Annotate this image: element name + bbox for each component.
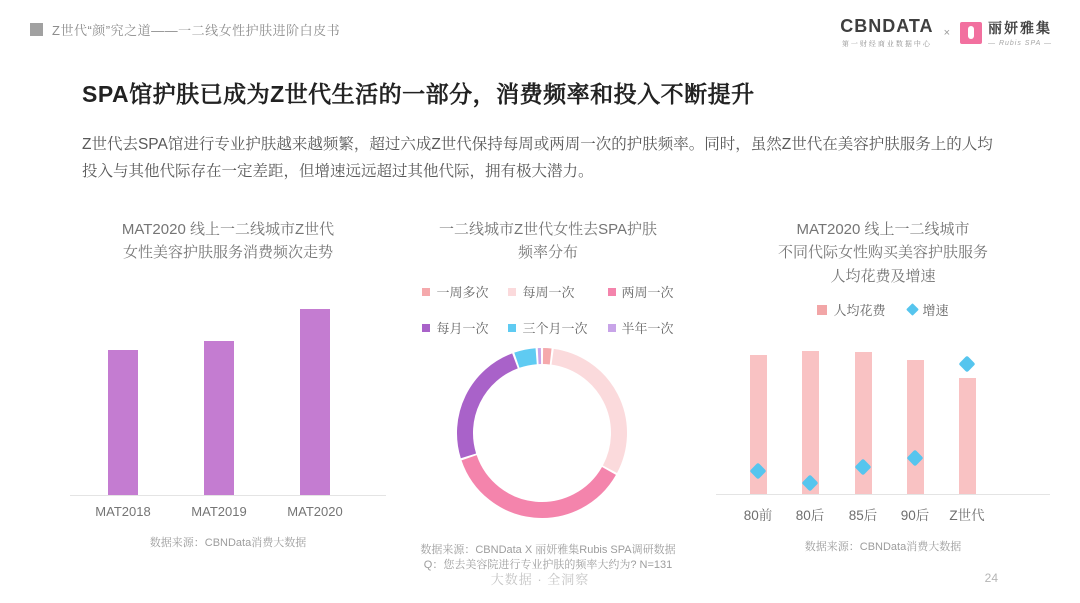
donut-segment-每周一次: [553, 357, 619, 469]
legend-label: 一周多次: [436, 285, 489, 300]
combo-xlabels: [716, 504, 1050, 522]
legend-swatch-icon: [608, 288, 616, 296]
cbndata-subtitle: 第一财经商业数据中心: [841, 41, 932, 48]
trend-x-label: MAT2019: [191, 504, 247, 519]
legend-label: 半年一次: [621, 321, 674, 336]
spend-bar-90后: [907, 360, 924, 494]
breadcrumb-text: Z世代“颜”究之道——一二线女性护肤进阶白皮书: [52, 23, 341, 38]
donut-segment-每月一次: [465, 361, 515, 456]
trend-x-label: MAT2018: [95, 504, 151, 519]
combo-x-label: 80后: [795, 508, 825, 523]
legend-item: [817, 300, 885, 319]
trend-bars: [61, 309, 377, 495]
chart1-x-axis: [70, 495, 386, 496]
page-title: SPA馆护肤已成为Z世代生活的一部分，消费频率和投入不断提升: [82, 81, 755, 107]
spend-bar-Z世代: [959, 378, 976, 494]
legend-diamond-icon: [906, 303, 919, 316]
cbndata-wordmark: CBNDATA: [840, 16, 934, 36]
chart1-source: 数据来源：CBNData消费大数据: [149, 537, 307, 549]
legend-swatch-icon: [508, 324, 516, 332]
chart3-title-line3: 人均花费及增速: [830, 267, 936, 285]
legend-swatch-icon: [422, 324, 430, 332]
legend-item: [422, 282, 488, 301]
body-paragraph: Z世代去SPA馆进行专业护肤越来越频繁，超过六成Z世代保持每周或两周一次的护肤频率。同时，虽然Z世代在美容护肤服务上的人均投入与其他代际存在一定差距，但增速远远超过其他代际，拥有极大潜力。: [82, 136, 993, 180]
legend-item: [908, 300, 949, 319]
trend-bar-MAT2018: [108, 350, 138, 495]
combo-plot: [716, 351, 1050, 494]
chart3-title-line1: MAT2020 线上一二线城市: [796, 221, 970, 238]
trend-bar-MAT2019: [204, 341, 234, 495]
chart2-source-line: 数据来源：CBNData X 丽妍雅集Rubis SPA调研数据: [420, 544, 676, 556]
rubis-logo-icon: [960, 22, 982, 44]
combo-x-label: 90后: [900, 508, 930, 523]
page-number: 24: [984, 571, 998, 585]
chart-frequency-trend: [70, 218, 386, 588]
bar-slot: [267, 309, 363, 495]
rubis-subtitle: — Rubis SPA —: [988, 40, 1052, 47]
chart1-title-line1: MAT2020 线上一二线城市Z世代: [121, 221, 335, 238]
donut-segment-三个月一次: [517, 356, 536, 360]
cbndata-logo: [840, 16, 933, 49]
donut-legend: [393, 282, 703, 337]
legend-swatch-icon: [608, 324, 616, 332]
rubis-logo: [960, 18, 1052, 47]
rubis-figure-mark: [968, 26, 974, 39]
trend-x-label: MAT2020: [287, 504, 343, 519]
breadcrumb: [30, 20, 340, 39]
chart3-title-line2: 不同代际女性购买美容护肤服务: [777, 244, 988, 262]
chart1-title-line2: 女性美容护肤服务消费频次走势: [122, 244, 333, 262]
trend-xlabels: [61, 504, 377, 519]
legend-item: [608, 282, 674, 301]
combo-legend: [716, 300, 1050, 319]
legend-item: [508, 282, 587, 301]
logo-x-separator: ×: [943, 26, 950, 39]
chart-spa-frequency: [393, 218, 703, 588]
combo-x-label: Z世代: [949, 508, 985, 523]
legend-label: 每月一次: [436, 321, 489, 336]
trend-bar-MAT2020: [300, 309, 330, 495]
bar-slot: [75, 309, 171, 495]
footer-tagline: 大数据 · 全洞察: [490, 572, 590, 587]
chart2-title-line2: 频率分布: [517, 244, 578, 262]
chart2-title-line1: 一二线城市Z世代女性去SPA护肤: [438, 221, 658, 238]
legend-label: 人均花费: [833, 303, 886, 318]
legend-swatch-icon: [422, 288, 430, 296]
chart2-question-line: Q：您去美容院进行专业护肤的频率大约为? N=131: [423, 559, 673, 571]
legend-label: 增速: [922, 303, 949, 318]
chart1-title: [70, 218, 386, 265]
rubis-wordmark: 丽妍雅集: [988, 20, 1052, 36]
legend-label: 两周一次: [621, 285, 674, 300]
chart2-title: [393, 218, 703, 265]
chart3-x-axis: [716, 494, 1050, 495]
spend-bar-80后: [802, 351, 819, 494]
legend-square-icon: [817, 305, 827, 315]
growth-marker-Z世代: [959, 356, 976, 373]
chart3-source: 数据来源：CBNData消费大数据: [804, 541, 962, 553]
bar-slot: [171, 309, 267, 495]
legend-label: 每周一次: [522, 285, 575, 300]
chart3-title: [716, 218, 1050, 288]
logo-lockup: [840, 16, 1052, 49]
donut-chart: [442, 333, 642, 533]
legend-swatch-icon: [508, 288, 516, 296]
combo-x-label: 85后: [848, 508, 878, 523]
combo-x-label: 80前: [743, 508, 773, 523]
donut-segment-两周一次: [469, 458, 609, 510]
chart-spend-growth: [716, 218, 1050, 588]
breadcrumb-square-icon: [30, 23, 43, 36]
legend-label: 三个月一次: [522, 321, 588, 336]
